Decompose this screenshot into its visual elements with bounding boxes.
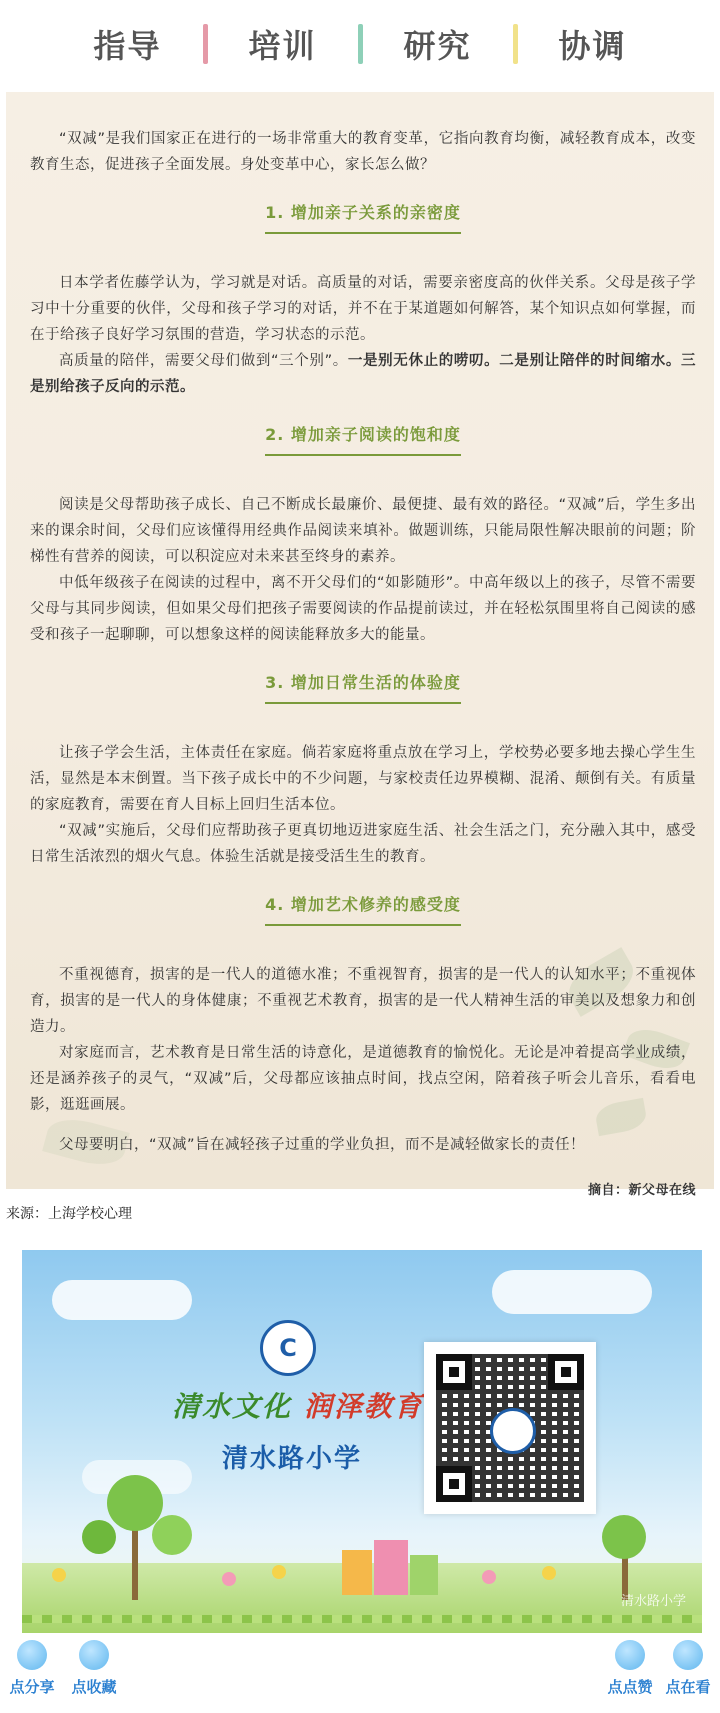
view-button[interactable]: 点在看 — [656, 1640, 720, 1697]
article-body — [30, 126, 696, 1204]
qr-finder — [436, 1354, 472, 1390]
like-button[interactable]: 点点赞 — [598, 1640, 662, 1697]
banner-watermark: 清水路小学 — [620, 1594, 686, 1609]
action-bar — [0, 1640, 720, 1713]
banner-school-name: 清水路小学 — [222, 1444, 363, 1474]
section-paragraph: “双减”实施后，父母们应帮助孩子更真切地迈进家庭生活、社会生活之门，充分融入其中，感受日常生活浓烈的烟火气息。体验生活就是接受活生生的教育。 — [30, 823, 696, 865]
tree-icon — [82, 1520, 116, 1554]
house-icon — [342, 1550, 372, 1595]
excerpt-attribution: 摘自：新父母在线 — [587, 1183, 696, 1198]
school-banner — [22, 1250, 702, 1633]
top-nav — [0, 0, 720, 88]
flower-icon — [482, 1570, 496, 1584]
section-paragraph: 中低年级孩子在阅读的过程中，离不开父母们的“如影随形”。中高年级以上的孩子，尽管不需要父母与其同步阅读，但如果父母们把孩子需要阅读的作品提前读过，并在轻松氛围里将自己阅读的感受和孩子一起聊聊，可以想象这样的阅读能释放多大的能量。 — [30, 575, 696, 643]
share-icon — [17, 1640, 47, 1670]
nav-item-research[interactable]: 研究 — [403, 27, 472, 65]
section-title: 3. 增加日常生活的体验度 — [30, 670, 696, 704]
section-title: 1. 增加亲子关系的亲密度 — [30, 200, 696, 234]
like-icon — [615, 1640, 645, 1670]
section-paragraph: 让孩子学会生活，主体责任在家庭。倘若家庭将重点放在学习上，学校势必要多地去操心学生生活，显然是本末倒置。当下孩子成长中的不少问题，与家校责任边界模糊、混淆、颠倒有关。有质量的家庭教育，需要在育人目标上回归生活本位。 — [30, 745, 696, 813]
cloud-decoration — [492, 1270, 652, 1314]
nav-item-guide[interactable]: 指导 — [93, 27, 162, 65]
qr-finder — [548, 1354, 584, 1390]
flower-icon — [542, 1566, 556, 1580]
section-title: 2. 增加亲子阅读的饱和度 — [30, 422, 696, 456]
section-paragraph: 不重视德育，损害的是一代人的道德水准；不重视智育，损害的是一代人的认知水平；不重视体育，损害的是一代人的身体健康；不重视艺术教育，损害的是一代人精神生活的审美以及想象力和创造力。 — [30, 967, 696, 1035]
school-logo-icon: C — [260, 1320, 316, 1376]
banner-ground-strip — [22, 1615, 702, 1623]
flower-icon — [222, 1572, 236, 1586]
favorite-icon — [79, 1640, 109, 1670]
section-title: 4. 增加艺术修养的感受度 — [30, 892, 696, 926]
banner-slogan: 清水文化 润泽教育 — [172, 1390, 424, 1423]
qr-code[interactable] — [424, 1342, 596, 1514]
favorite-button[interactable]: 点收藏 — [62, 1640, 126, 1697]
qr-logo-icon — [490, 1408, 536, 1454]
cloud-decoration — [52, 1280, 192, 1320]
article-panel — [6, 92, 714, 1198]
emphasis-text: 一是别无休止的唠叨。二是别让陪伴的时间缩水。三是别给孩子反向的示范。 — [30, 353, 696, 395]
source-line: 来源：上海学校心理 — [6, 1206, 132, 1222]
view-icon — [673, 1640, 703, 1670]
section-paragraph: 阅读是父母帮助孩子成长、自己不断成长最廉价、最便捷、最有效的路径。“双减”后，学生多出来的课余时间，父母们应该懂得用经典作品阅读来填补。做题训练，只能局限性解决眼前的问题；阶梯性有营养的阅读，可以积淀应对未来甚至终身的素养。 — [30, 497, 696, 565]
section-paragraph: 对家庭而言，艺术教育是日常生活的诗意化，是道德教育的愉悦化。无论是冲着提高学业成绩，还是涵养孩子的灵气，“双减”后，父母都应该抽点时间，找点空闲，陪着孩子听会儿音乐，看看电影，逛逛画展。 — [30, 1045, 696, 1113]
tree-icon — [602, 1515, 646, 1559]
nav-item-training[interactable]: 培训 — [248, 27, 317, 65]
nav-item-coordinate[interactable]: 协调 — [558, 27, 627, 65]
flower-icon — [52, 1568, 66, 1582]
section-paragraph: 日本学者佐藤学认为，学习就是对话。高质量的对话，需要亲密度高的伙伴关系。父母是孩子学习中十分重要的伙伴，父母和孩子学习的对话，并不在于某道题如何解答，某个知识点如何掌握，而在于给孩子良好学习氛围的营造，学习状态的示范。 — [30, 275, 696, 343]
tree-icon — [152, 1515, 192, 1555]
qr-finder — [436, 1466, 472, 1502]
flower-icon — [272, 1565, 286, 1579]
article-conclusion: 父母要明白，“双减”旨在减轻孩子过重的学业负担，而不是减轻做家长的责任！ — [59, 1137, 586, 1153]
house-icon — [410, 1555, 438, 1595]
section-paragraph: 高质量的陪伴，需要父母们做到“三个别”。一是别无休止的唠叨。二是别让陪伴的时间缩水。三是别给孩子反向的示范。 — [30, 353, 696, 395]
house-icon — [374, 1540, 408, 1595]
article-intro: “双减”是我们国家正在进行的一场非常重大的教育变革，它指向教育均衡，减轻教育成本，改变教育生态，促进孩子全面发展。身处变革中心，家长怎么做？ — [30, 131, 696, 173]
share-button[interactable]: 点分享 — [0, 1640, 64, 1697]
